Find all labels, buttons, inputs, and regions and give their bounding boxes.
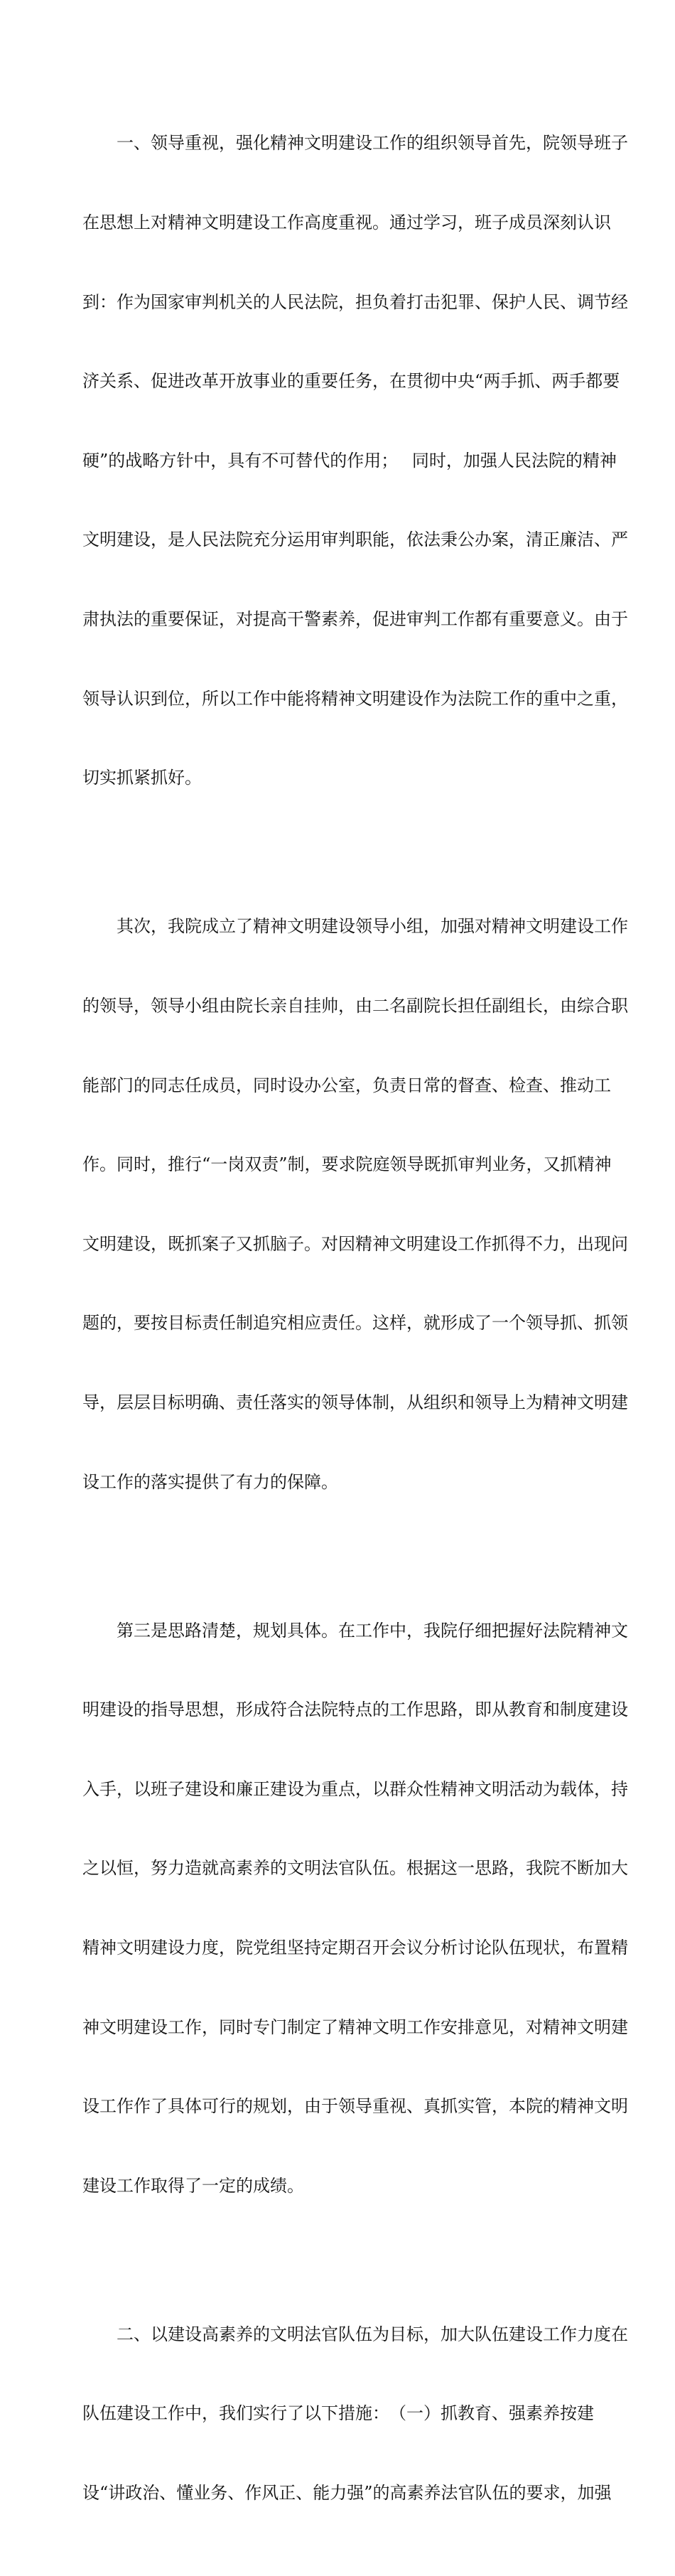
text-line: 硬”的战略方针中，具有不可替代的作用； 同时，加强人民法院的精神: [82, 450, 617, 471]
text-line: 能部门的同志任成员，同时设办公室，负责日常的督查、检查、推动工: [82, 1075, 611, 1095]
text-line: 领导认识到位，所以工作中能将精神文明建设作为法院工作的重中之重，: [82, 688, 628, 709]
paragraph-leadership: [82, 77, 628, 844]
text-line: 神文明建设工作，同时专门制定了精神文明工作安排意见，对精神文明建: [82, 2017, 628, 2037]
text-line: 在思想上对精神文明建设工作高度重视。通过学习，班子成员深刻认识: [82, 213, 611, 233]
text-line: 入手，以班子建设和廉正建设为重点，以群众性精神文明活动为载体，持: [82, 1778, 628, 1799]
text-line: 队伍建设工作中，我们实行了以下措施： （一）抓教育、强素养按建: [82, 2403, 594, 2424]
text-line: 之以恒，努力造就高素养的文明法官队伍。根据这一思路，我院不断加大: [82, 1858, 628, 1879]
text-line: 建设工作取得了一定的成绩。: [82, 2175, 304, 2196]
text-line: 第三是思路清楚，规划具体。在工作中，我院仔细把握好法院精神文: [82, 1620, 628, 1641]
text-line: 一、领导重视，强化精神文明建设工作的组织领导首先，院领导班子: [82, 133, 628, 154]
text-line: 作。同时，推行“一岗双责”制，要求院庭领导既抓审判业务，又抓精神: [82, 1154, 612, 1175]
text-line: 精神文明建设力度，院党组坚持定期召开会议分析讨论队伍现状，布置精: [82, 1938, 628, 1958]
text-line: 题的，要按目标责任制追究相应责任。这样，就形成了一个领导抓、抓领: [82, 1313, 628, 1333]
text-line: 到：作为国家审判机关的人民法院，担负着打击犯罪、保护人民、调节经: [82, 291, 628, 312]
document-body: [82, 77, 628, 2576]
text-line: 明建设的指导思想，形成符合法院特点的工作思路，即从教育和制度建设: [82, 1700, 628, 1720]
paragraph-leading-group: [82, 861, 628, 1548]
text-line: 肃执法的重要保证，对提高干警素养，促进审判工作都有重要意义。由于: [82, 609, 628, 630]
text-line: 文明建设，既抓案子又抓脑子。对因精神文明建设工作抓得不力，出现问: [82, 1233, 628, 1254]
text-line: 的领导，领导小组由院长亲自挂帅，由二名副院长担任副组长，由综合职: [82, 995, 628, 1016]
text-line: 文明建设，是人民法院充分运用审判职能，依法秉公办案，清正廉洁、严: [82, 530, 628, 550]
text-line: 济关系、促进改革开放事业的重要任务，在贯彻中央“两手抓、两手都要: [82, 371, 620, 392]
text-line: 切实抓紧抓好。: [82, 768, 202, 788]
text-line: 设“讲政治、懂业务、作风正、能力强”的高素养法官队伍的要求，加强: [82, 2483, 612, 2503]
text-line: 设工作的落实提供了有力的保障。: [82, 1471, 338, 1492]
text-line: 其次，我院成立了精神文明建设领导小组，加强对精神文明建设工作: [82, 916, 628, 937]
text-line: 二、以建设高素养的文明法官队伍为目标，加大队伍建设工作力度在: [82, 2324, 628, 2344]
paragraph-planning: [82, 1565, 628, 2252]
paragraph-team-building: [82, 2268, 628, 2559]
text-line: 设工作作了具体可行的规划，由于领导重视、真抓实管，本院的精神文明: [82, 2096, 628, 2117]
text-line: 导，层层目标明确、责任落实的领导体制，从组织和领导上为精神文明建: [82, 1392, 628, 1412]
